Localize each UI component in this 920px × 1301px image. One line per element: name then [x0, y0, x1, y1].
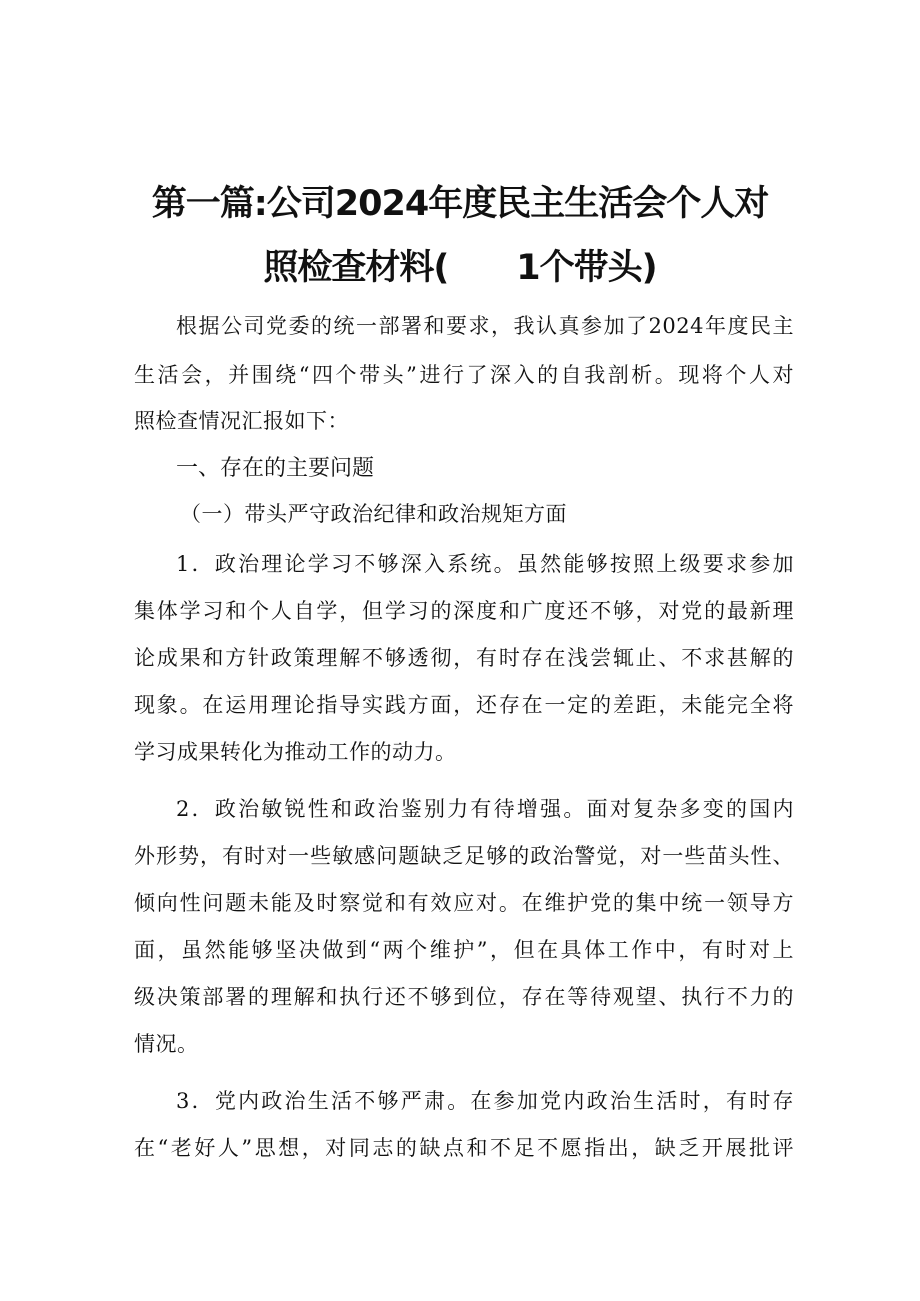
paragraph-line: 面，虽然能够坚决做到“两个维护”，但在具体工作中，有时对上	[134, 938, 794, 962]
paragraph-line: 情况。	[134, 1032, 199, 1056]
subsection-heading: （一）带头严守政治纪律和政治规矩方面	[180, 502, 567, 526]
paragraph-line: 在“老好人”思想，对同志的缺点和不足不愿指出，缺乏开展批评	[134, 1136, 794, 1160]
paragraph-line: 学习成果转化为推动工作的动力。	[134, 740, 457, 764]
paragraph-line: 1．政治理论学习不够深入系统。虽然能够按照上级要求参加	[176, 552, 794, 576]
paragraph-line: 现象。在运用理论指导实践方面，还存在一定的差距，未能完全将	[134, 693, 794, 717]
intro-line: 生活会，并围绕“四个带头”进行了深入的自我剖析。现将个人对	[134, 363, 794, 387]
document-title-line-2: 照检查材料( 1个带头)	[263, 248, 657, 288]
paragraph-line: 倾向性问题未能及时察觉和有效应对。在维护党的集中统一领导方	[134, 891, 794, 915]
intro-line: 照检查情况汇报如下：	[134, 409, 349, 433]
document-title-line-1: 第一篇:公司2024年度民主生活会个人对	[151, 184, 769, 224]
paragraph-line: 2．政治敏锐性和政治鉴别力有待增强。面对复杂多变的国内	[176, 797, 794, 821]
paragraph-line: 级决策部署的理解和执行还不够到位，存在等待观望、执行不力的	[134, 985, 794, 1009]
paragraph-line: 3．党内政治生活不够严肃。在参加党内政治生活时，有时存	[176, 1089, 794, 1113]
paragraph-line: 集体学习和个人自学，但学习的深度和广度还不够，对党的最新理	[134, 599, 794, 623]
intro-line: 根据公司党委的统一部署和要求，我认真参加了2024年度民主	[176, 314, 794, 338]
paragraph-line: 外形势，有时对一些敏感问题缺乏足够的政治警觉，对一些苗头性、	[134, 844, 794, 868]
paragraph-line: 论成果和方针政策理解不够透彻，有时存在浅尝辄止、不求甚解的	[134, 646, 794, 670]
section-heading: 一、存在的主要问题	[176, 456, 375, 481]
